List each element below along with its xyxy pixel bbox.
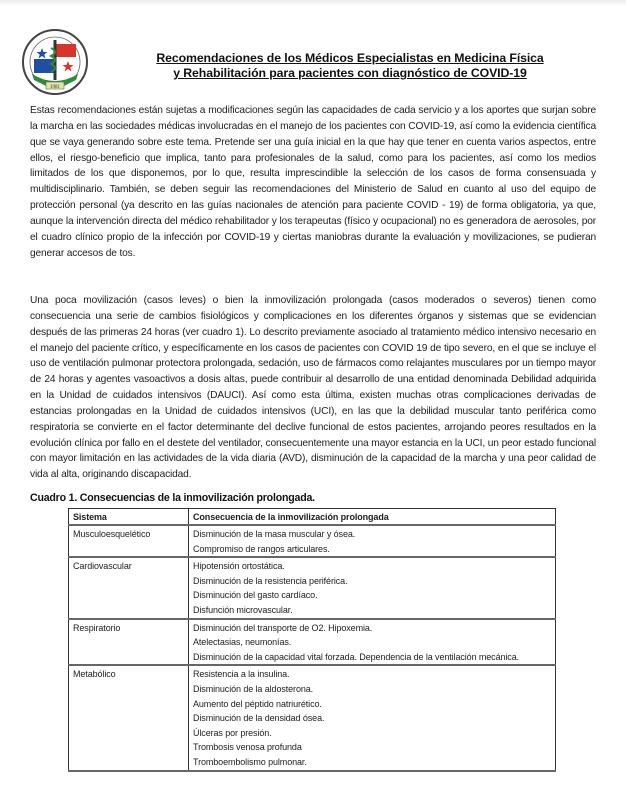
cell-consecuencias	[189, 557, 556, 618]
consequence-item: Disminución de la resistencia periférica.	[193, 575, 348, 586]
consequence-item: Úlceras por presión.	[193, 727, 272, 738]
consequence-item: Hipotensión ortostática.	[193, 561, 285, 572]
cell-consecuencias	[189, 525, 556, 557]
consequence-item: Tromboembolismo pulmonar.	[193, 756, 307, 767]
table-row	[69, 525, 556, 557]
paragraph-intro: Estas recomendaciones están sujetas a modificaciones según las capacidades de cada servicio y a los aportes que surjan sobre la marcha en las sociedades médicas involucradas en el manejo de los pacientes con COVID-19, así como la evidencia científica que se vaya generando sobre este tema. Pretende ser una guía inicial en la que hay que tener en cuenta varios aspectos, entre ellos, el riesgo-beneficio que implica, tanto para profesionales de la salud, como para los pacientes, así como los medios limitados de los que disponemos, por lo que, resulta imprescindible la selección de los casos de forma consensuada y multidisciplinario. También, se deben seguir las recomendaciones del Ministerio de Salud en cuanto al uso del equipo de protección personal (ya descrito en las guías nacionales de atención para paciente COVID - 19) de forma obligatoria, ya que, aunque la intervención directa del médico rehabilitador y los terapeutas (físico y ocupacional) no es generadora de aerosoles, por el cuadro clínico propio de la infección por COVID-19 y ciertas maniobras durante la evaluación y movilizaciones, se pudieran generar accesos de tos.	[30, 105, 596, 259]
consequence-item: Disminución del transporte de O2. Hipoxemia.	[193, 622, 373, 633]
consequences-table	[68, 508, 556, 772]
society-logo-icon	[20, 28, 90, 96]
cell-sistema: Musculoesquelético	[69, 525, 189, 557]
consequence-item: Atelectasias, neumonías.	[193, 637, 292, 648]
table-caption: Cuadro 1. Consecuencias de la inmovilización prolongada.	[30, 492, 315, 504]
consequence-item: Trombosis venosa profunda	[193, 742, 302, 753]
page-title	[130, 51, 570, 81]
table-row	[69, 557, 556, 618]
cell-consecuencias	[189, 619, 556, 666]
consequence-item: Disminución de la capacidad vital forzada. Dependencia de la ventilación mecánica.	[193, 651, 519, 662]
table-row	[69, 619, 556, 666]
title-line-1: Recomendaciones de los Médicos Especialistas en Medicina Física	[156, 51, 544, 65]
consequence-item: Aumento del péptido natriurético.	[193, 698, 322, 709]
page-top-edge	[0, 0, 626, 6]
header-sistema: Sistema	[69, 509, 189, 526]
consequence-item: Disminución de la densidad ósea.	[193, 713, 325, 724]
consequence-item: Disminución de la aldosterona.	[193, 683, 314, 694]
cell-sistema: Metabólico	[69, 665, 189, 770]
paragraph-immobilization: Una poca movilización (casos leves) o bien la inmovilización prolongada (casos moderados o severos) tienen como consecuencia una serie de cambios fisiológicos y complicaciones en los diferentes órganos y sistemas que se evidencian después de las primeras 24 horas (ver cuadro 1). Lo descrito previamente asociado al tratamiento médico intensivo necesario en el manejo del paciente crítico, y específicamente en los casos de pacientes con COVID 19 de tipo severo, en el que se incluye el uso de ventilación pulmonar protectora prolongada, sedación, uso de fármacos como relajantes musculares por un tiempo mayor de 24 horas y agentes vasoactivos a dosis altas, puede contribuir al desarrollo de una entidad denominada Debilidad adquirida en la Unidad de cuidados intensivos (DAUCI). Así como esta última, existen muchas otras complicaciones derivadas de estancias prolongadas en la Unidad de cuidados intensivos (UCI), en las que la debilidad muscular tanto periférica como respiratoria se convierte en el factor determinante del declive funcional de estos pacientes, arrojando peores resultados en la evolución clínica por fallo en el destete del ventilador, consecuentemente una mayor estancia en la UCI, un peor estado funcional con mayor limitación en las actividades de la vida diaria (AVD), disminución de la capacidad de la marcha y una peor calidad de vida al alta, originando discapacidad.	[30, 295, 596, 481]
table-row	[69, 665, 556, 770]
cell-sistema: Cardiovascular	[69, 557, 189, 618]
consequence-item: Disminución del gasto cardíaco.	[193, 590, 318, 601]
consequence-item: Disminución de la masa muscular y ósea.	[193, 529, 356, 539]
table-header-row	[69, 509, 556, 526]
cell-consecuencias	[189, 665, 556, 770]
consequence-item: Disfunción microvascular.	[193, 604, 293, 615]
title-line-2: y Rehabilitación para pacientes con diagnóstico de COVID-19	[173, 66, 527, 80]
cell-sistema: Respiratorio	[69, 619, 189, 666]
consequence-item: Compromiso de rangos articulares.	[193, 543, 330, 554]
header-consecuencia: Consecuencia de la inmovilización prolongada	[189, 509, 556, 526]
svg-text:1981: 1981	[50, 85, 60, 90]
consequence-item: Resistencia a la insulina.	[193, 669, 290, 680]
